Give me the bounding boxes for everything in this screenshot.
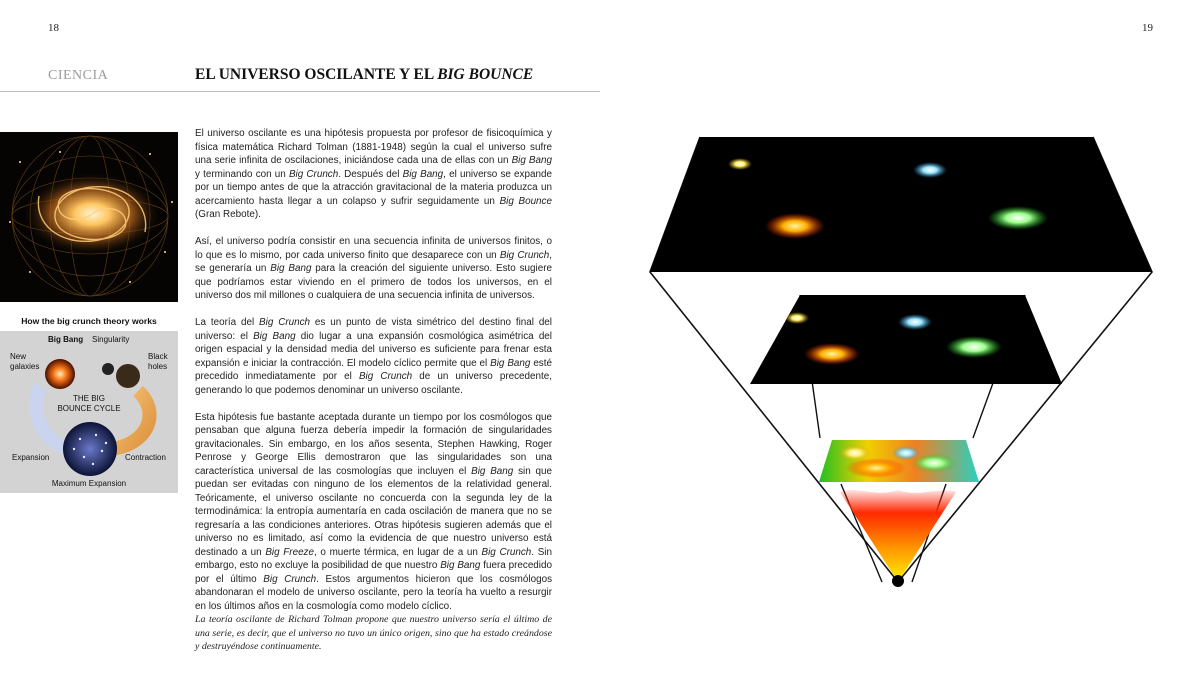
label-expansion: Expansion: [12, 453, 50, 462]
chapter-title-main: EL UNIVERSO OSCILANTE Y EL: [195, 66, 438, 83]
label-cycle-line2: BOUNCE CYCLE: [57, 404, 121, 413]
big-bounce-cycle-diagram: [0, 331, 178, 493]
header-rule: [0, 91, 600, 92]
label-new-galaxies-line2: galaxies: [10, 362, 40, 371]
figure-caption: La teoría oscilante de Richard Tolman propone que nuestro universo sería el último de una serie, es decir, que el universo no tuvo un único origen, sino que ha estado creándose y destruyéndose continuamente.: [195, 614, 552, 653]
chapter-title-italic: BIG BOUNCE: [437, 66, 534, 83]
label-maximum-expansion: Maximum Expansion: [51, 479, 127, 488]
label-new-galaxies-line1: New: [10, 352, 27, 361]
galaxy-illustration: [0, 132, 178, 302]
label-black-holes-line2: holes: [148, 362, 168, 371]
chapter-title: [195, 66, 533, 84]
oscillating-universe-illustration: [600, 120, 1200, 600]
label-big-bang: Big Bang: [48, 335, 84, 344]
label-black-holes-line1: Black: [148, 352, 168, 361]
infobox-title: How the big crunch theory works: [21, 316, 157, 326]
section-header: CIENCIA: [48, 68, 109, 83]
paragraph-1: El universo oscilante es una hipótesis propuesta por profesor de fisicoquímica y física matemática Richard Tolman (1881-1948) según la cual el universo sufre una serie infinita de oscilaciones, iniciándose cada una de ellas con un Big Bang y terminando con un Big Crunch. Después del Big Bang, el universo se expande por un tiempo antes de que la atracción gravitacional de la materia produzca un acercamiento hasta llegar a un colapso y sufrir seguidamente un Big Bounce (Gran Rebote).: [195, 128, 552, 220]
paragraph-3: La teoría del Big Crunch es un punto de vista simétrico del destino final del universo: el Big Bang dio lugar a una expansión cosmológica asimétrica del origen espacial y la densidad media del universo es suficiente para frenar esta expansión e iniciar la contracción. El modelo cíclico permite que el Big Bang esté precedido inmediatamente por el Big Crunch de un universo precedente, generando lo que podemos denominar un universo oscilante.: [195, 317, 552, 396]
label-contraction: Contraction: [125, 453, 166, 462]
label-cycle-line1: THE BIG: [72, 394, 105, 403]
label-singularity: Singularity: [92, 335, 130, 344]
article-body: [195, 127, 552, 627]
paragraph-4: Esta hipótesis fue bastante aceptada durante un tiempo por los cosmólogos que pensaban que alguna fuerza debería impedir la formación de singularidades gravitacionales. Sin embargo, en los años sesenta, Stephen Hawking, Roger Penrose y George Ellis demostraron que las singularidades son una característica universal de las cosmologías que incluyen el Big Bang sin que puedan ser evitadas con ninguno de los elementos de la relatividad general. Teóricamente, el universo oscilante no concuerda con la segunda ley de la termodinámica: la entropía aumentaría en cada oscilación de manera que no se regresaría a las condiciones anteriores. Otras hipótesis sugieren además que el universo no es limitado, así como la evidencia de que nuestro universo está destinado a un Big Freeze, o muerte térmica, en lugar de a un Big Crunch. Sin embargo, esto no excluye la posibilidad de que nuestro Big Bang fuera precedido por el último Big Crunch. Estos argumentos hicieron que los cosmólogos abandonaran el modelo de universo oscilante, pero la teoría ha vuelto a resurgir en los últimos años en la cosmología como modelo cíclico.: [195, 411, 553, 612]
page-number-right: 19: [1142, 22, 1153, 34]
paragraph-2: Así, el universo podría consistir en una secuencia infinita de universos finitos, o lo que es lo mismo, por cada universo finito que desaparece con un Big Crunch, se generaría un Big Bang para la creación del siguiente universo. Esto sugiere que podríamos estar viviendo en el primero de todos los universos, en el universo dos mil millones o cualquiera de una secuencia infinita de universos.: [195, 236, 552, 301]
page-number-left: 18: [48, 22, 59, 34]
